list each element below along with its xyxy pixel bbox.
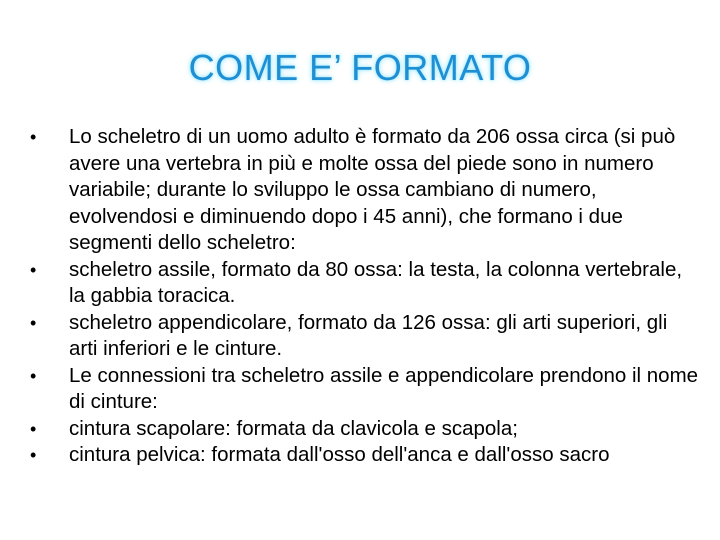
bullet-item xyxy=(30,310,700,363)
bullet-text: cintura scapolare: formata da clavicola e scapola; xyxy=(69,416,518,440)
bullet-icon: • xyxy=(30,127,37,147)
bullet-text: Lo scheletro di un uomo adulto è formato da 206 ossa circa (si può avere una vertebra in più e molte ossa del piede sono in numero variabile; durante lo sviluppo le ossa cambiano di numero, evolvendosi e diminuendo dopo i 45 anni), che formano i due segmenti dello scheletro: xyxy=(69,125,676,254)
bullet-item xyxy=(30,416,700,443)
bullet-item xyxy=(30,363,700,416)
bullet-icon: • xyxy=(30,259,37,280)
bullet-icon: • xyxy=(30,418,37,439)
slide-title: COME E’ FORMATO xyxy=(188,47,532,88)
bullet-icon: • xyxy=(30,312,37,333)
bullet-icon: • xyxy=(30,445,37,465)
bullet-text: Le connessioni tra scheletro assile e appendicolare prendono il nome di cinture: xyxy=(69,363,699,413)
bullet-list xyxy=(30,124,700,469)
bullet-item xyxy=(30,257,700,310)
bullet-icon: • xyxy=(30,365,37,386)
bullet-item xyxy=(30,442,700,469)
bullet-text: scheletro assile, formato da 80 ossa: la testa, la colonna vertebrale, la gabbia toracica. xyxy=(69,257,683,307)
bullet-text: scheletro appendicolare, formato da 126 ossa: gli arti superiori, gli arti inferiori e le cinture. xyxy=(69,310,668,360)
bullet-text: cintura pelvica: formata dall'osso dell'anca e dall'osso sacro xyxy=(69,443,610,466)
bullet-item xyxy=(30,124,700,257)
